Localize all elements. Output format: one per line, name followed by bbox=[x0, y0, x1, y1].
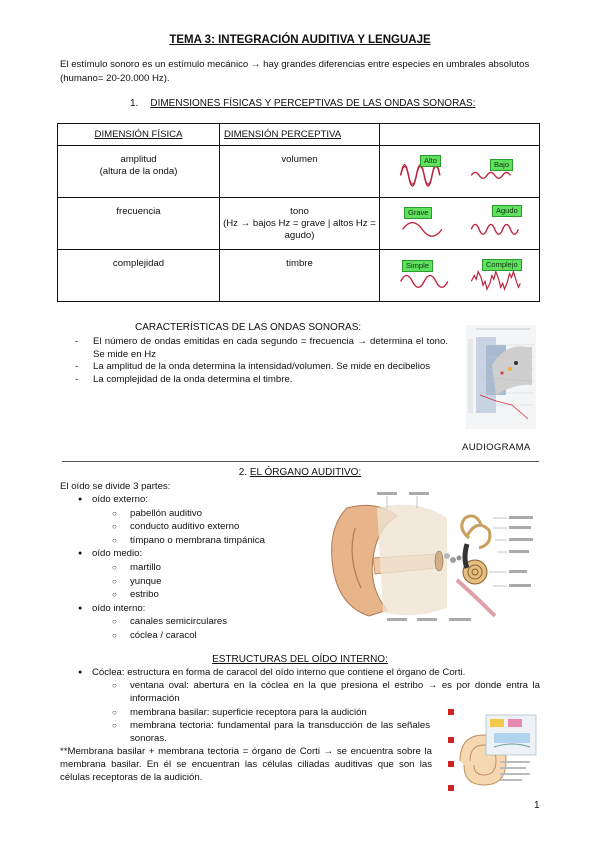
section-2-number: 2. bbox=[238, 467, 248, 478]
estructuras-title: ESTRUCTURAS DEL OÍDO INTERNO: bbox=[212, 654, 388, 665]
list-item: ● oído medio: bbox=[78, 547, 265, 561]
section-2-title: EL ÓRGANO AUDITIVO: bbox=[249, 467, 362, 478]
page-title: TEMA 3: INTEGRACIÓN AUDITIVA Y LENGUAJE bbox=[169, 34, 431, 46]
label-bajo: Bajo bbox=[490, 159, 513, 171]
label-complejo: Complejo bbox=[482, 259, 522, 271]
section-2-heading bbox=[0, 467, 600, 478]
section-1-title: DIMENSIONES FÍSICAS Y PERCEPTIVAS DE LAS ONDAS SONORAS: bbox=[150, 98, 476, 109]
amplitude-wave-figure bbox=[380, 146, 539, 197]
list-item: ○ pabellón auditivo bbox=[78, 507, 265, 521]
table-header-row bbox=[58, 124, 540, 146]
caracteristicas-title: CARACTERÍSTICAS DE LAS ONDAS SONORAS: bbox=[135, 322, 362, 333]
perceptiva-label: timbre bbox=[286, 258, 313, 269]
perceptiva-label: volumen bbox=[281, 154, 318, 165]
table-row bbox=[58, 146, 540, 198]
table-row bbox=[58, 198, 540, 250]
ear-divide-text: El oído se divide 3 partes: bbox=[60, 481, 171, 492]
list-item: ○ yunque bbox=[78, 575, 265, 589]
ear-parts-list bbox=[78, 493, 265, 643]
perceptiva-label: tono bbox=[290, 206, 309, 217]
cell-wave-complexity bbox=[380, 250, 540, 302]
cell-perceptiva bbox=[220, 146, 380, 198]
label-alto: Alto bbox=[420, 155, 441, 167]
organ-corti-note: **Membrana basilar + membrana tectoria = órgano de Corti → se encuentra sobre la membrana basilar. En él se encuentran las células ciliadas auditivas que son las células receptoras de la audición. bbox=[60, 746, 432, 784]
list-item: - El número de ondas emitidas en cada segundo = frecuencia → determina el tono. Se mide en Hz bbox=[75, 336, 448, 361]
section-1-heading bbox=[130, 98, 475, 109]
perceptiva-sub: (Hz → bajos Hz = grave | altos Hz = agudo) bbox=[223, 218, 376, 241]
page-number: 1 bbox=[534, 800, 540, 811]
organ-of-corti-figure bbox=[440, 705, 540, 795]
cell-perceptiva bbox=[220, 250, 380, 302]
list-item: ○ conducto auditivo externo bbox=[78, 520, 265, 534]
fisica-sub: (altura de la onda) bbox=[99, 166, 178, 177]
header-waves bbox=[380, 124, 540, 146]
intro-paragraph: El estímulo sonoro es un estímulo mecánico → hay grandes diferencias entre especies en umbrales absolutos (humano= 20-20.000 Hz). bbox=[60, 59, 530, 84]
list-item: ○ martillo bbox=[78, 561, 265, 575]
dimensions-table bbox=[57, 123, 540, 302]
label-grave: Grave bbox=[404, 207, 432, 219]
cell-fisica bbox=[58, 198, 220, 250]
cell-wave-amplitude bbox=[380, 146, 540, 198]
list-item: ○ estribo bbox=[78, 588, 265, 602]
ear-anatomy-figure bbox=[317, 488, 539, 625]
list-item: ○ membrana basilar: superficie receptora para la audición bbox=[78, 706, 540, 719]
audiogram-caption: AUDIOGRAMA bbox=[462, 442, 531, 453]
section-divider bbox=[62, 461, 539, 462]
list-item: ○ tímpano o membrana timpánica bbox=[78, 534, 265, 548]
list-item: ● oído externo: bbox=[78, 493, 265, 507]
list-item: ○ canales semicirculares bbox=[78, 615, 265, 629]
complexity-wave-figure bbox=[380, 250, 539, 301]
table-row bbox=[58, 250, 540, 302]
list-item: - La complejidad de la onda determina el timbre. bbox=[75, 374, 448, 387]
cell-wave-frequency bbox=[380, 198, 540, 250]
list-item: ● Cóclea: estructura en forma de caracol del oído interno que contiene el órgano de Corti. bbox=[78, 666, 540, 679]
fisica-label: frecuencia bbox=[116, 206, 161, 217]
cell-perceptiva bbox=[220, 198, 380, 250]
header-perceptiva: DIMENSIÓN PERCEPTIVA bbox=[220, 124, 380, 146]
label-simple: Simple bbox=[402, 260, 433, 272]
cell-fisica bbox=[58, 146, 220, 198]
header-fisica: DIMENSIÓN FÍSICA bbox=[58, 124, 220, 146]
caracteristicas-list bbox=[75, 336, 448, 386]
list-item: ○ membrana tectoria: fundamental para la transducción de las señales sonoras. bbox=[78, 719, 540, 745]
fisica-label: amplitud bbox=[120, 154, 157, 165]
cell-fisica bbox=[58, 250, 220, 302]
audiogram-figure bbox=[466, 325, 536, 429]
fisica-label: complejidad bbox=[112, 258, 165, 269]
label-agudo: Agudo bbox=[492, 205, 522, 217]
list-item: ● oído interno: bbox=[78, 602, 265, 616]
list-item: ○ cóclea / caracol bbox=[78, 629, 265, 643]
section-1-number: 1. bbox=[130, 98, 139, 109]
list-item: ○ ventana oval: abertura en la cóclea en la que presiona el estribo → es por donde entra la información bbox=[78, 679, 540, 705]
list-item: - La amplitud de la onda determina la intensidad/volumen. Se mide en decibelios bbox=[75, 361, 448, 374]
